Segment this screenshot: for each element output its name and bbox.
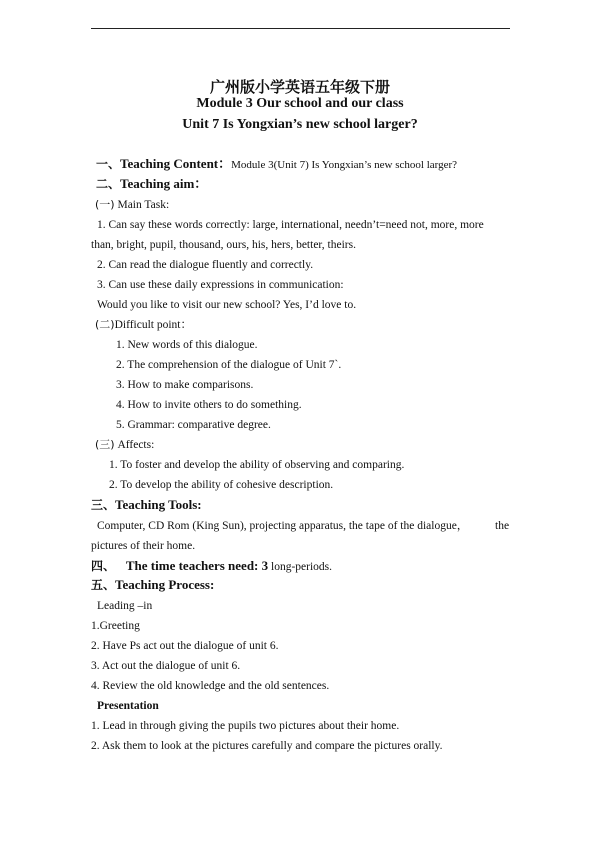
difficult-item: 4. How to invite others to do something. (116, 399, 302, 411)
process-step: 1.Greeting (91, 620, 140, 632)
unit-title: Unit 7 Is Yongxian’s new school larger? (182, 117, 418, 132)
section-label: Teaching aim： (120, 176, 208, 191)
teaching-tools-line-1: Computer, CD Rom (King Sun), projecting apparatus, the tape of the dialogue， (97, 520, 469, 532)
section-number: 一、 (96, 157, 121, 171)
main-task-item-1-cont: than, bright, pupil, thousand, ours, his, hers, better, theirs. (91, 239, 356, 251)
process-step: 4. Review the old knowledge and the old sentences. (91, 680, 330, 692)
affects-item: 1. To foster and develop the ability of observing and comparing. (109, 459, 405, 471)
presentation-heading: Presentation (97, 700, 159, 712)
difficult-item: 5. Grammar: comparative degree. (116, 419, 271, 431)
subsection-label: Main Task: (117, 199, 170, 211)
section-number: 二、 (96, 177, 121, 191)
section-label: Teaching Tools: (115, 497, 202, 512)
teaching-tools-line-1-end: the (495, 520, 510, 532)
subsection-label: Affects: (117, 439, 155, 451)
presentation-step: 1. Lead in through giving the pupils two pictures about their home. (91, 720, 400, 732)
subsection-number: (一) (95, 198, 115, 211)
main-task-item-3-example: Would you like to visit our new school? Yes, I’d love to. (97, 299, 357, 311)
top-rule (91, 28, 510, 29)
difficult-item: 2. The comprehension of the dialogue of Unit 7`. (116, 359, 342, 371)
subsection-number: (三) (95, 438, 115, 451)
subsection-number: (二) (95, 318, 115, 331)
page-title-cn: 广州版小学英语五年级下册 (209, 78, 390, 96)
main-task-item-1: 1. Can say these words correctly: large, international, needn’t=need not, more, more (97, 219, 484, 231)
difficult-item: 1. New words of this dialogue. (116, 339, 258, 351)
module-title: Module 3 Our school and our class (196, 96, 404, 111)
presentation-step: 2. Ask them to look at the pictures carefully and compare the pictures orally. (91, 740, 443, 752)
section-teaching-content (96, 157, 457, 172)
section-number: 五、 (91, 578, 116, 592)
section-teaching-process (91, 578, 214, 593)
main-task-heading (95, 198, 169, 212)
main-task-item-2: 2. Can read the dialogue fluently and correctly. (97, 259, 314, 271)
section-number: 三、 (91, 498, 116, 512)
difficult-item: 3. How to make comparisons. (116, 379, 254, 391)
section-label: Teaching Process: (115, 577, 215, 592)
section-teaching-aim (96, 177, 207, 192)
teaching-tools-line-2: pictures of their home. (91, 540, 196, 552)
main-task-item-3: 3. Can use these daily expressions in communication: (97, 279, 344, 291)
section-teaching-tools (91, 498, 202, 513)
affects-item: 2. To develop the ability of cohesive description. (109, 479, 334, 491)
section-value: Module 3(Unit 7) Is Yongxian’s new school larger? (231, 159, 458, 171)
affects-heading (95, 438, 154, 452)
subsection-label: Difficult point： (114, 319, 192, 331)
section-label: The time teachers need: 3 (125, 558, 269, 573)
section-value: long-periods. (271, 561, 333, 573)
process-step: 3. Act out the dialogue of unit 6. (91, 660, 241, 672)
section-number: 四、 (91, 559, 116, 573)
section-label: Teaching Content： (120, 156, 232, 171)
leading-in-label: Leading –in (97, 600, 153, 612)
section-time-needed (91, 559, 332, 574)
difficult-point-heading (95, 318, 192, 332)
process-step: 2. Have Ps act out the dialogue of unit 6. (91, 640, 279, 652)
